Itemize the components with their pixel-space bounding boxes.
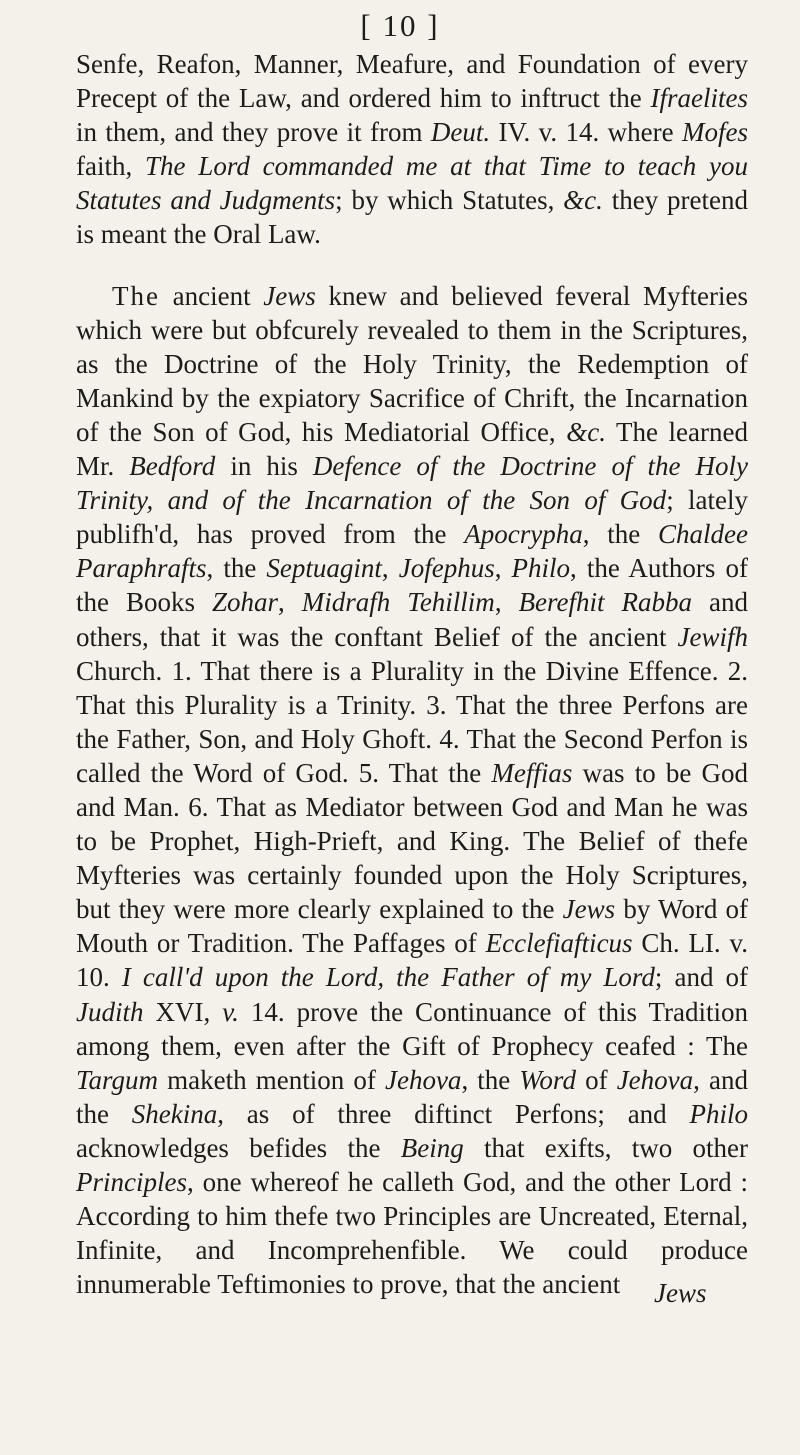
page-number: [ 10 ]: [360, 8, 440, 43]
italic-run: Being: [400, 1132, 464, 1163]
text-run: ,: [278, 587, 302, 618]
text-run: Church. 1. That there is a Plurality in the Divine Effence. 2. That this Plurality is a Trinity. 3. That the three Perfons are the Father, Son, and Holy Ghoft. 4. That the Second Perfon is called the Word of God. 5. That the: [76, 655, 748, 788]
italic-run: Judith: [76, 996, 144, 1027]
italic-run: &c.: [563, 185, 603, 216]
small-caps-run: The: [112, 280, 160, 311]
text-run: that exifts, two other: [463, 1132, 748, 1163]
italic-run: Ifraelites: [650, 83, 748, 114]
italic-run: Jehova: [384, 1064, 462, 1095]
text-run: XVI,: [143, 996, 223, 1027]
text-run: in them, and they prove it from: [76, 117, 431, 148]
text-run: acknowledges befides the: [76, 1132, 401, 1163]
text-run: ; and of: [654, 962, 748, 993]
text-run: ; lately publifh'd, has proved from the: [76, 485, 748, 550]
catchword: Jews: [654, 1278, 707, 1308]
italic-run: Mofes: [682, 117, 749, 148]
italic-run: Midrafh Tehillim: [301, 587, 495, 618]
text-run: knew and believed feveral Myfteries which were but obfcurely revealed to them in the Scriptures, as the Doctrine of the Holy Trinity, the Redemption of Mankind by the expiatory Sacrifice of Chrift, the Incarnation of the Son of God, his Mediatorial Office,: [76, 280, 748, 447]
italic-run: Word: [519, 1064, 576, 1095]
italic-run: Ecclefiafticus: [485, 928, 633, 959]
italic-run: The Lord commanded me at that Time to teach you Statutes and Judgments: [76, 151, 748, 216]
text-run: ,: [494, 587, 519, 618]
italic-run: Septuagint: [266, 553, 382, 584]
text-run: of: [575, 1064, 617, 1095]
italic-run: v.: [222, 996, 239, 1027]
italic-run: Zohar: [212, 587, 279, 618]
text-run: faith,: [76, 151, 146, 182]
text-run: ,: [494, 553, 512, 584]
italic-run: Philo: [511, 553, 571, 584]
paragraph-1: [76, 47, 748, 252]
text-run: 14. prove the Continuance of this Tradition among them, even after the Gift of Prophecy ceafed : The: [76, 996, 748, 1061]
text-run: and others, that it was the conftant Belief of the ancient: [76, 587, 749, 652]
text-run: Senfe, Reafon, Manner, Meafure, and Foundation of every Precept of the Law, and ordered him to inftruct the: [76, 49, 748, 114]
italic-run: Jews: [263, 280, 316, 311]
text-run: , the Authors of the Books: [76, 553, 748, 618]
text-run: maketh mention of: [158, 1064, 385, 1095]
text-run: , as of three diftinct Perfons; and: [217, 1098, 690, 1129]
paragraph-2: [76, 279, 748, 1302]
italic-run: Jewifh: [677, 621, 748, 652]
text-run: was to be God and Man. 6. That as Mediator between God and Man he was to be Prophet, High-Prieft, and King. The Belief of thefe Myfteries was certainly founded upon the Holy Scriptures, but they were more clearly explained to the: [76, 757, 748, 925]
italic-run: Defence of the Doctrine of the Holy Trinity, and of the Incarnation of the Son of God: [76, 451, 748, 516]
italic-run: Bedford: [129, 451, 216, 482]
text-run: , the: [206, 553, 267, 584]
italic-run: Targum: [76, 1064, 159, 1095]
text-run: ; by which Statutes,: [335, 185, 564, 216]
italic-run: Apocrypha: [464, 519, 583, 550]
italic-run: Jews: [562, 894, 616, 925]
italic-run: &c.: [566, 416, 606, 447]
text-run: , the: [582, 519, 659, 550]
italic-run: Principles: [76, 1167, 187, 1197]
italic-run: Philo: [689, 1098, 748, 1129]
italic-run: Chaldee Paraphrafts: [76, 519, 748, 584]
italic-run: Berefhit Rabba: [518, 587, 693, 618]
italic-run: Deut.: [430, 117, 491, 148]
italic-run: Jehova: [616, 1064, 694, 1095]
text-run: Ch. LI. v. 10.: [76, 928, 748, 993]
italic-run: Meffias: [491, 757, 573, 788]
text-run: by Word of Mouth or Tradition. The Paffages of: [76, 894, 748, 959]
text-run: , one whereof he calleth God, and the other Lord : According to him thefe two Principles are Uncreated, Eternal, Infinite, and Incomprehenfible. We could produce innumerable Teftimonies to prove, that the ancient: [76, 1167, 748, 1300]
text-run: IV. v. 14. where: [490, 117, 683, 148]
text-run: The learned Mr.: [76, 416, 748, 482]
italic-run: Shekina: [131, 1098, 218, 1129]
text-run: ancient: [159, 280, 264, 311]
text-run: , and the: [76, 1064, 748, 1129]
text-run: in his: [215, 451, 313, 482]
italic-run: Jofephus: [398, 553, 495, 584]
body-text: [76, 47, 748, 1301]
text-run: ,: [381, 553, 399, 584]
italic-run: I call'd upon the Lord, the Father of my Lord: [121, 962, 655, 993]
text-run: , the: [461, 1064, 520, 1095]
text-run: they pretend is meant the Oral Law.: [76, 185, 748, 250]
